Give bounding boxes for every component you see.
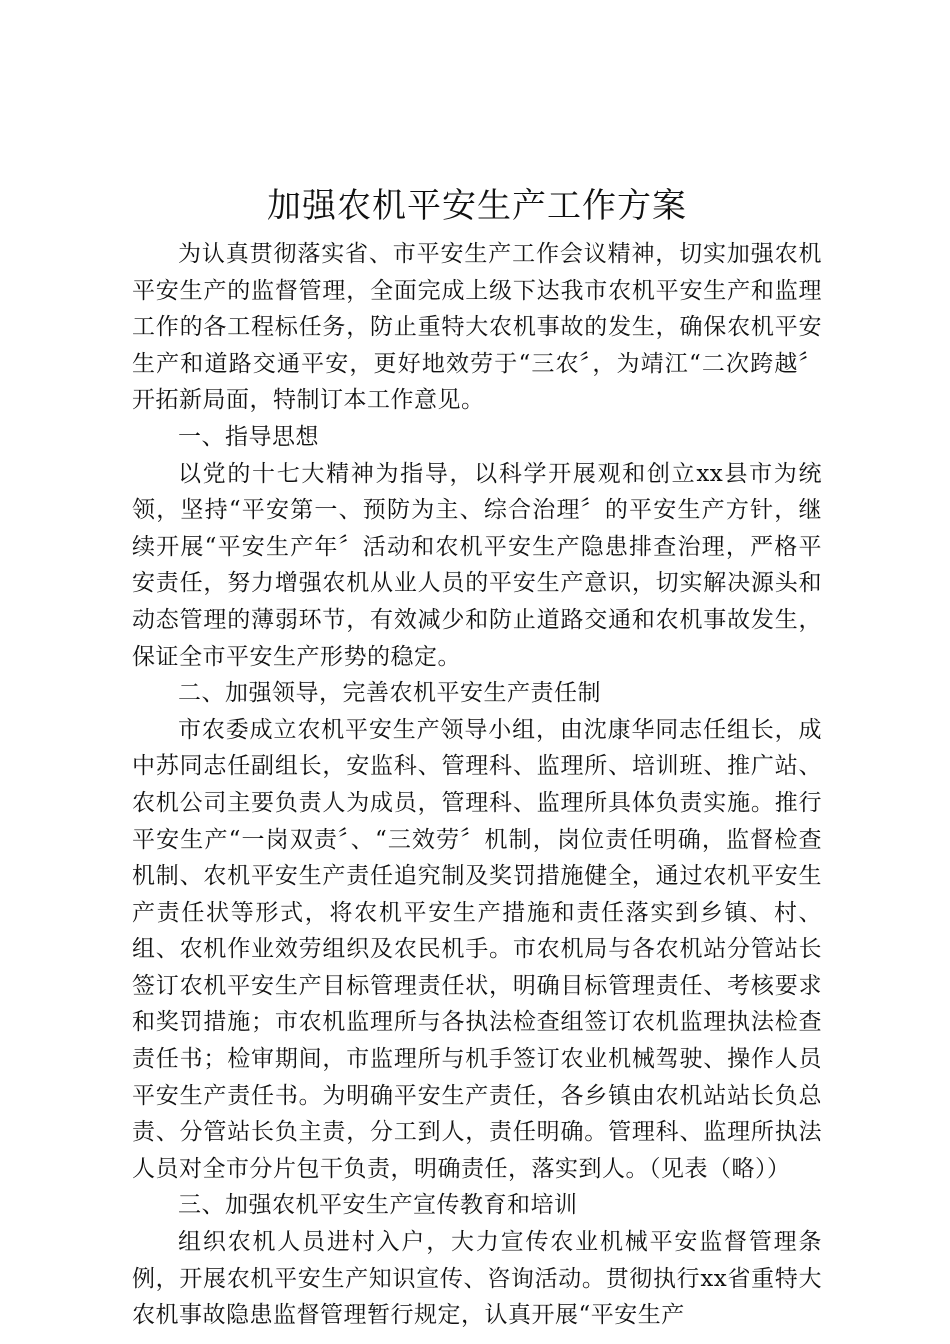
- document-title: 加强农机平安生产工作方案: [267, 186, 687, 226]
- section-heading-2: 二、加强领导，完善农机平安生产责任制: [178, 680, 601, 707]
- document-page: [132, 176, 822, 1334]
- section-heading-1: 一、指导思想: [178, 423, 319, 450]
- section-body-1: 以党的十七大精神为指导，以科学开展观和创立xx县市为统领，坚持“平安第一、预防为主、综合治理〞的平安生产方针，继续开展“平安生产年〞活动和农机平安生产隐患排查治理，严格平安责任，努力增强农机从业人员的平安生产意识，切实解决源头和动态管理的薄弱环节，有效减少和防止道路交通和农机事故发生，保证全市平安生产形势的稳定。: [132, 460, 822, 670]
- section-body-3: 组织农机人员进村入户，大力宣传农业机械平安监督管理条例，开展农机平安生产知识宣传、咨询活动。贯彻执行xx省重特大农机事故隐患监督管理暂行规定，认真开展“平安生产: [132, 1229, 822, 1329]
- section-body-2: 市农委成立农机平安生产领导小组，由沈康华同志任组长，成中苏同志任副组长，安监科、管理科、监理所、培训班、推广站、农机公司主要负责人为成员，管理科、监理所具体负责实施。推行平安生产“一岗双责〞、“三效劳〞机制，岗位责任明确，监督检查机制、农机平安生产责任追究制及奖罚措施健全，通过农机平安生产责任状等形式，将农机平安生产措施和责任落实到乡镇、村、组、农机作业效劳组织及农民机手。市农机局与各农机站分管站长签订农机平安生产目标管理责任状，明确目标管理责任、考核要求和奖罚措施；市农机监理所与各执法检查组签订农机监理执法检查责任书；检审期间，市监理所与机手签订农业机械驾驶、操作人员平安生产责任书。为明确平安生产责任，各乡镇由农机站站长负总责、分管站长负主责，分工到人，责任明确。管理科、监理所执法人员对全市分片包干负责，明确责任，落实到人。（见表（略））: [132, 716, 822, 1182]
- intro-paragraph: 为认真贯彻落实省、市平安生产工作会议精神，切实加强农机平安生产的监督管理，全面完成上级下达我市农机平安生产和监理工作的各工程标任务，防止重特大农机事故的发生，确保农机平安生产和道路交通平安，更好地效劳于“三农〞，为靖江“二次跨越〞开拓新局面，特制订本工作意见。: [132, 241, 822, 414]
- section-heading-3: 三、加强农机平安生产宣传教育和培训: [178, 1192, 578, 1219]
